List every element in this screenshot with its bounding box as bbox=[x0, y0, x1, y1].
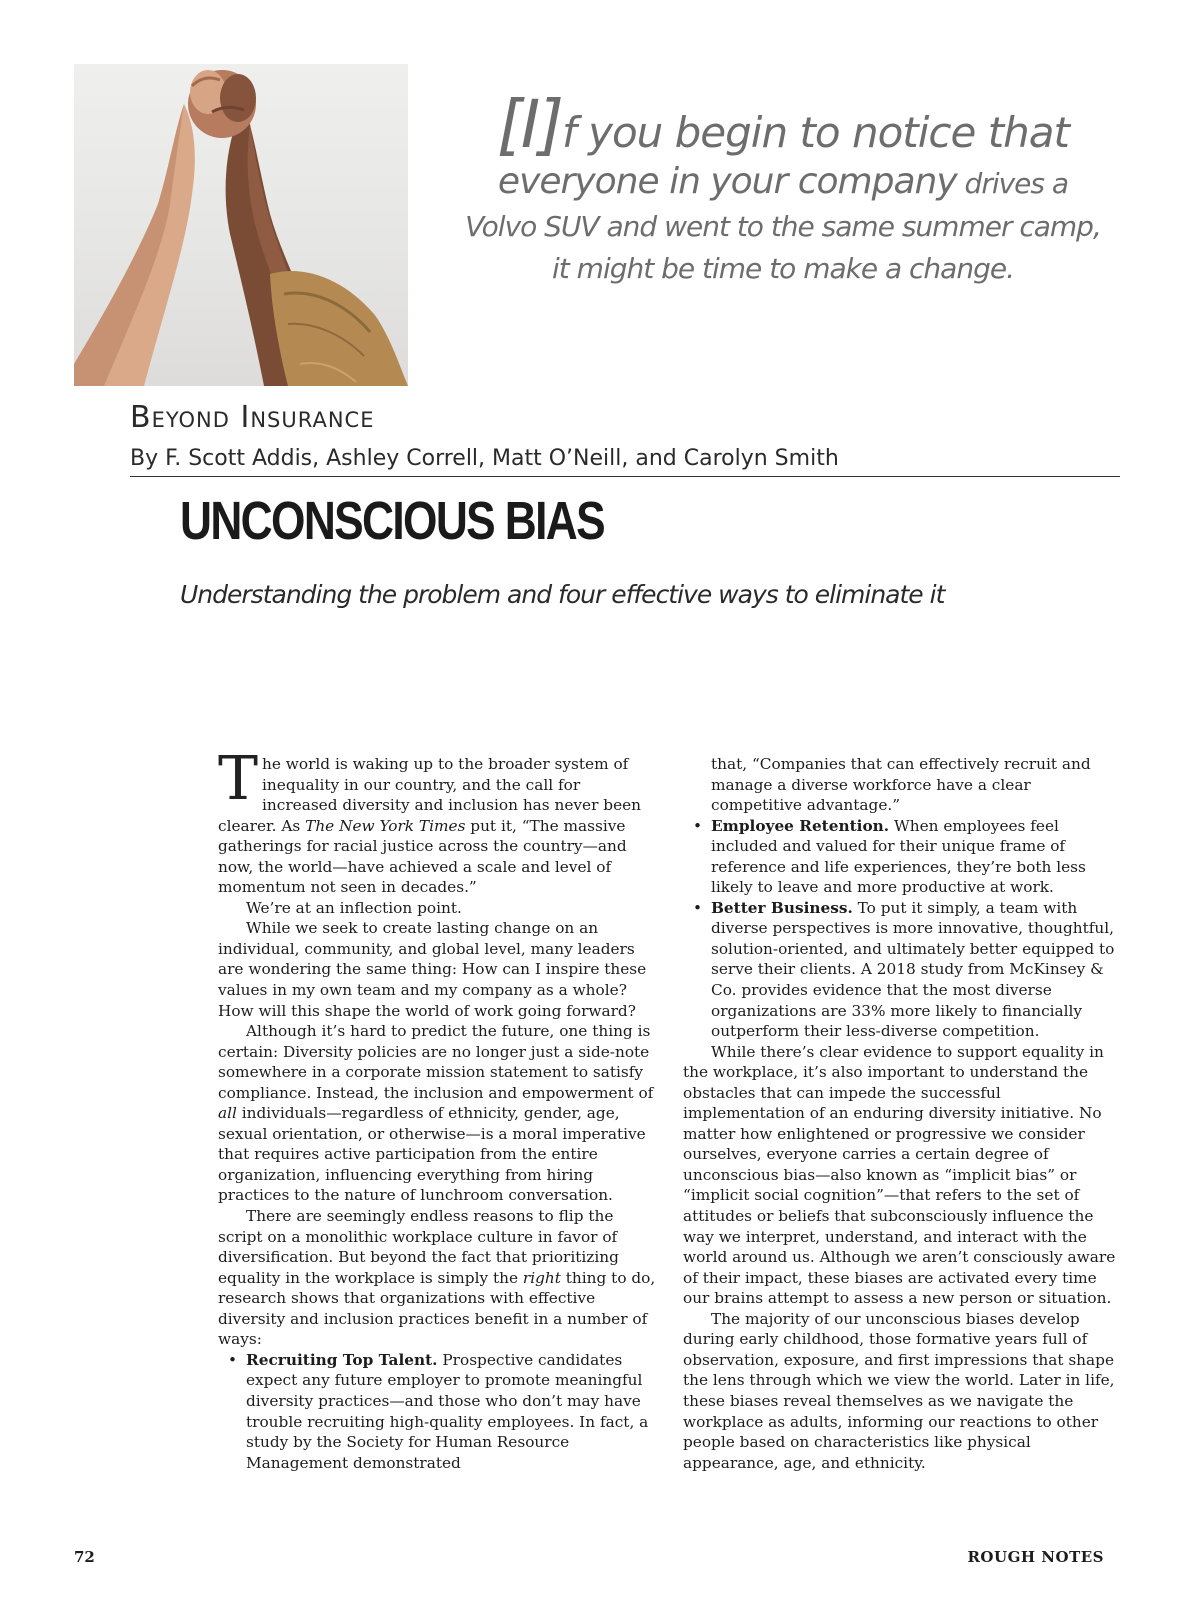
paragraph-4-text-a: Although it’s hard to predict the future, one thing is certain: Diversity policies are no longer just a side-note somewhere in a corporate mission statement to satisfy compliance. Instead, the inclusion and empowerment of bbox=[218, 1022, 654, 1102]
bullet-business bbox=[683, 898, 1123, 1042]
bullet-business-title: Better Business. bbox=[711, 898, 853, 917]
paragraph-5-emphasis: right bbox=[522, 1268, 561, 1287]
clasped-hands-photo bbox=[74, 64, 408, 386]
pull-quote-line-1-text: f you begin to notice that bbox=[561, 108, 1069, 157]
bullet-retention-title: Employee Retention. bbox=[711, 816, 890, 835]
publication-name: ROUGH NOTES bbox=[967, 1548, 1104, 1566]
paragraph-5-text-b: thing to do, research shows that organizations with effective diversity and inclusion practices benefit in a number of ways: bbox=[218, 1268, 656, 1349]
paragraph-1-emphasis: The New York Times bbox=[305, 816, 466, 835]
drop-cap: T bbox=[218, 744, 259, 814]
paragraph-5 bbox=[218, 1206, 656, 1350]
paragraph-4-emphasis: all bbox=[218, 1104, 237, 1123]
bullet-recruiting-title: Recruiting Top Talent. bbox=[246, 1350, 438, 1369]
paragraph-4 bbox=[218, 1021, 656, 1206]
pull-quote-bracket: [I] bbox=[497, 86, 562, 163]
paragraph-6: While there’s clear evidence to support equality in the workplace, it’s also important to understand the obstacles that can impede the successful implementation of an enduring diversity initiative. No matter how enlightened or progressive we consider ourselves, everyone carries a certain degree of unconscious bias—also known as “implicit bias” or “implicit social cognition”—that refers to the set of attitudes or beliefs that subconsciously influence the way we interpret, understand, and interact with the world around us. Although we aren’t consciously aware of their impact, these biases are activated every time our brains attempt to assess a new person or situation. bbox=[683, 1042, 1116, 1308]
bullet-business-text: To put it simply, a team with diverse perspectives is more innovative, thoughtful, solution-oriented, and ultimately better equipped to serve their clients. A 2018 study from McKinsey & Co. provides evidence that the most diverse organizations are 33% more likely to financially outperform their less-diverse competition. bbox=[711, 898, 1115, 1041]
pull-quote-line-4: it might be time to make a change. bbox=[552, 252, 1014, 285]
bullet-recruiting-text: Prospective candidates expect any future employer to promote meaningful diversity practices—and those who don’t may have trouble recruiting high-quality employees. In fact, a study by the Society for Human Resource Management demonstrated bbox=[246, 1350, 649, 1472]
bullet-retention-text: When employees feel included and valued for their unique frame of reference and life experiences, they’re both less likely to leave and more productive at work. bbox=[711, 816, 1086, 897]
pull-quote-line-2-small: drives a bbox=[956, 167, 1069, 200]
clasped-hands-illustration bbox=[74, 64, 408, 386]
section-label: Beyond Insurance bbox=[130, 400, 375, 435]
pull-quote bbox=[440, 86, 1126, 290]
paragraph-1-text-a: he world is waking up to the broader system of inequality in our country, and the call for increased diversity and inclusion has never been clearer. As bbox=[218, 755, 642, 835]
byline: By F. Scott Addis, Ashley Correll, Matt O’Neill, and Carolyn Smith bbox=[130, 446, 839, 471]
paragraph-3: While we seek to create lasting change on an individual, community, and global level, many leaders are wondering the same thing: How can I inspire these values in my own team and my company as a whole? How will this shape the world of work going forward? bbox=[218, 919, 647, 1020]
byline-rule bbox=[130, 476, 1120, 477]
bullet-dot: • bbox=[693, 898, 703, 917]
paragraph-5-text-a: There are seemingly endless reasons to flip the script on a monolithic workplace culture in favor of diversification. But beyond the fact that prioritizing equality in the workplace is simply the bbox=[218, 1207, 619, 1287]
bullet-retention bbox=[683, 816, 1123, 898]
pull-quote-line-2 bbox=[440, 160, 1126, 206]
bullet-recruiting-continued: that, “Companies that can effectively recruit and manage a diverse workforce have a clear competitive advantage.” bbox=[711, 755, 1091, 815]
paragraph-7: The majority of our unconscious biases develop during early childhood, those formative years full of observation, exposure, and first impressions that shape the lens through which we view the world. Later in life, these biases reveal themselves as we navigate the workplace as adults, informing our reactions to other people based on characteristics like physical appearance, age, and ethnicity. bbox=[683, 1309, 1115, 1472]
left-column bbox=[218, 744, 656, 1473]
pull-quote-line-3: Volvo SUV and went to the same summer camp, bbox=[465, 210, 1101, 243]
headline: UNCONSCIOUS BIAS bbox=[180, 491, 604, 551]
paragraph-2: We’re at an inflection point. bbox=[246, 898, 462, 917]
deck: Understanding the problem and four effective ways to eliminate it bbox=[180, 580, 945, 609]
page-number: 72 bbox=[74, 1548, 95, 1566]
paragraph-1-text-b: put it, “The massive gatherings for racial justice across the country—and now, the world—have achieved a scale and level of momentum not seen in decades.” bbox=[218, 816, 627, 897]
bullet-dot: • bbox=[693, 816, 703, 835]
pull-quote-line-1 bbox=[440, 86, 1126, 163]
paragraph-1 bbox=[218, 744, 656, 898]
right-column bbox=[683, 754, 1123, 1473]
paragraph-4-text-b: individuals—regardless of ethnicity, gender, age, sexual orientation, or otherwise—is a moral imperative that requires active participation from the entire organization, influencing everything from hiring practices to the nature of lunchroom conversation. bbox=[218, 1104, 646, 1205]
bullet-recruiting bbox=[218, 1350, 656, 1473]
bullet-dot: • bbox=[228, 1350, 238, 1369]
pull-quote-line-2-main: everyone in your company bbox=[497, 161, 957, 202]
